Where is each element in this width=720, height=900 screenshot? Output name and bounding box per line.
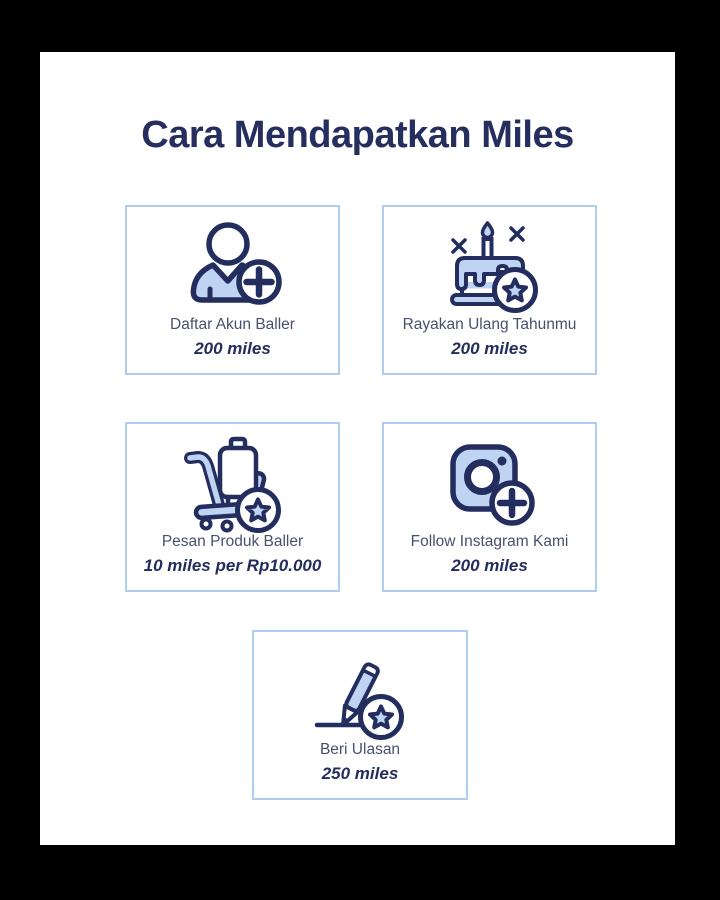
card-label: Follow Instagram Kami — [410, 533, 569, 550]
birthday-cake-icon — [435, 215, 545, 316]
miles-card-beri-ulasan — [252, 630, 468, 800]
instagram-add-icon — [437, 432, 542, 533]
miles-card-pesan-produk — [125, 422, 340, 592]
card-reward: 250 miles — [321, 763, 399, 783]
user-add-icon — [180, 215, 285, 316]
miles-card-daftar-akun — [125, 205, 340, 375]
card-label: Beri Ulasan — [319, 741, 401, 758]
card-reward: 200 miles — [451, 338, 528, 358]
card-reward: 10 miles per Rp10.000 — [143, 555, 322, 575]
pencil-review-icon — [305, 640, 415, 741]
card-label: Pesan Produk Baller — [161, 533, 304, 550]
miles-card-follow-instagram — [382, 422, 597, 592]
card-label: Daftar Akun Baller — [170, 316, 295, 333]
page-title: Cara Mendapatkan Miles — [141, 114, 574, 156]
infographic-page — [40, 52, 675, 845]
card-reward: 200 miles — [451, 555, 528, 575]
card-reward: 200 miles — [194, 338, 271, 358]
miles-card-ulang-tahun — [382, 205, 597, 375]
card-label: Rayakan Ulang Tahunmu — [402, 316, 577, 333]
luggage-cart-icon — [178, 432, 288, 533]
